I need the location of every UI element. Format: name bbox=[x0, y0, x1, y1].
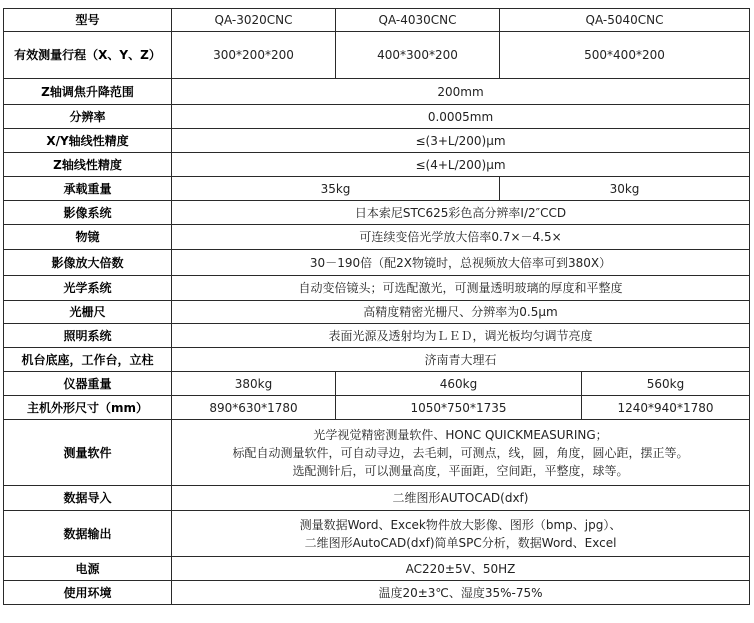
imaging-value: 日本索尼STC625彩色高分辨率I/2″CCD bbox=[172, 201, 750, 225]
row-z-accuracy bbox=[4, 153, 750, 177]
row-base bbox=[4, 348, 750, 372]
load-value-1: 35kg bbox=[172, 177, 500, 201]
software-line-2: 标配自动测量软件，可自动寻边，去毛刺，可测点，线，圆，角度，圆心距，摆正等。 bbox=[232, 445, 689, 460]
data-import-label: 数据导入 bbox=[4, 486, 172, 511]
model-qa-5040cnc: QA-5040CNC bbox=[500, 9, 750, 32]
optics-value: 自动变倍镜头；可选配激光，可测量透明玻璃的厚度和平整度 bbox=[172, 276, 750, 301]
grating-value: 高精度精密光栅尺、分辨率为0.5μm bbox=[172, 301, 750, 324]
travel-value-1: 300*200*200 bbox=[172, 32, 336, 79]
base-label: 机台底座，工作台，立柱 bbox=[4, 348, 172, 372]
row-z-focus bbox=[4, 79, 750, 105]
imaging-label: 影像系统 bbox=[4, 201, 172, 225]
row-model bbox=[4, 9, 750, 32]
z-accuracy-value: ≤(4+L/200)μm bbox=[172, 153, 750, 177]
dimensions-value-1: 890*630*1780 bbox=[172, 396, 336, 420]
travel-value-3: 500*400*200 bbox=[500, 32, 750, 79]
row-data-export bbox=[4, 511, 750, 557]
software-line-1: 光学视觉精密测量软件、HONC QUICKMEASURING； bbox=[313, 427, 608, 442]
lighting-label: 照明系统 bbox=[4, 324, 172, 348]
objective-label: 物镜 bbox=[4, 225, 172, 250]
data-export-label: 数据输出 bbox=[4, 511, 172, 557]
data-import-value: 二维图形AUTOCAD(dxf) bbox=[172, 486, 750, 511]
software-line-3: 选配测针后，可以测量高度，平面距，空间距，平整度，球等。 bbox=[292, 463, 629, 478]
row-objective bbox=[4, 225, 750, 250]
power-value: AC220±5V、50HZ bbox=[172, 557, 750, 581]
z-focus-value: 200mm bbox=[172, 79, 750, 105]
travel-label: 有效测量行程（X、Y、Z） bbox=[4, 32, 172, 79]
data-export-line-1: 测量数据Word、Excek物件放大影像、图形（bmp、jpg）、 bbox=[299, 517, 622, 532]
row-weight bbox=[4, 372, 750, 396]
magnification-label: 影像放大倍数 bbox=[4, 250, 172, 276]
data-export-value bbox=[172, 511, 750, 557]
row-xy-accuracy bbox=[4, 129, 750, 153]
weight-value-2: 460kg bbox=[336, 372, 582, 396]
dimensions-value-2: 1050*750*1735 bbox=[336, 396, 582, 420]
model-qa-3020cnc: QA-3020CNC bbox=[172, 9, 336, 32]
row-resolution bbox=[4, 105, 750, 129]
dimensions-value-3: 1240*940*1780 bbox=[582, 396, 750, 420]
magnification-value: 30－190倍（配2X物镜时，总视频放大倍率可到380X） bbox=[172, 250, 750, 276]
power-label: 电源 bbox=[4, 557, 172, 581]
software-label: 测量软件 bbox=[4, 420, 172, 486]
travel-value-2: 400*300*200 bbox=[336, 32, 500, 79]
resolution-value: 0.0005mm bbox=[172, 105, 750, 129]
z-focus-label: Z轴调焦升降范围 bbox=[4, 79, 172, 105]
weight-label: 仪器重量 bbox=[4, 372, 172, 396]
row-load bbox=[4, 177, 750, 201]
environment-label: 使用环境 bbox=[4, 581, 172, 605]
load-label: 承载重量 bbox=[4, 177, 172, 201]
model-qa-4030cnc: QA-4030CNC bbox=[336, 9, 500, 32]
z-accuracy-label: Z轴线性精度 bbox=[4, 153, 172, 177]
row-lighting bbox=[4, 324, 750, 348]
resolution-label: 分辨率 bbox=[4, 105, 172, 129]
row-environment bbox=[4, 581, 750, 605]
base-value: 济南青大理石 bbox=[172, 348, 750, 372]
row-data-import bbox=[4, 486, 750, 511]
row-imaging bbox=[4, 201, 750, 225]
dimensions-label: 主机外形尺寸（mm） bbox=[4, 396, 172, 420]
spec-table bbox=[3, 8, 750, 605]
row-optics bbox=[4, 276, 750, 301]
lighting-value: 表面光源及透射均为ＬＥＤ，调光板均匀调节亮度 bbox=[172, 324, 750, 348]
grating-label: 光栅尺 bbox=[4, 301, 172, 324]
xy-accuracy-value: ≤(3+L/200)μm bbox=[172, 129, 750, 153]
spec-table-container bbox=[3, 8, 750, 605]
load-value-2: 30kg bbox=[500, 177, 750, 201]
xy-accuracy-label: X/Y轴线性精度 bbox=[4, 129, 172, 153]
row-magnification bbox=[4, 250, 750, 276]
row-grating bbox=[4, 301, 750, 324]
software-value bbox=[172, 420, 750, 486]
row-dimensions bbox=[4, 396, 750, 420]
weight-value-3: 560kg bbox=[582, 372, 750, 396]
row-travel bbox=[4, 32, 750, 79]
weight-value-1: 380kg bbox=[172, 372, 336, 396]
row-power bbox=[4, 557, 750, 581]
data-export-line-2: 二维图形AutoCAD(dxf)简单SPC分析，数据Word、Excel bbox=[304, 535, 617, 550]
optics-label: 光学系统 bbox=[4, 276, 172, 301]
environment-value: 温度20±3℃、湿度35%-75% bbox=[172, 581, 750, 605]
objective-value: 可连续变倍光学放大倍率0.7×－4.5× bbox=[172, 225, 750, 250]
model-label: 型号 bbox=[4, 9, 172, 32]
row-software bbox=[4, 420, 750, 486]
